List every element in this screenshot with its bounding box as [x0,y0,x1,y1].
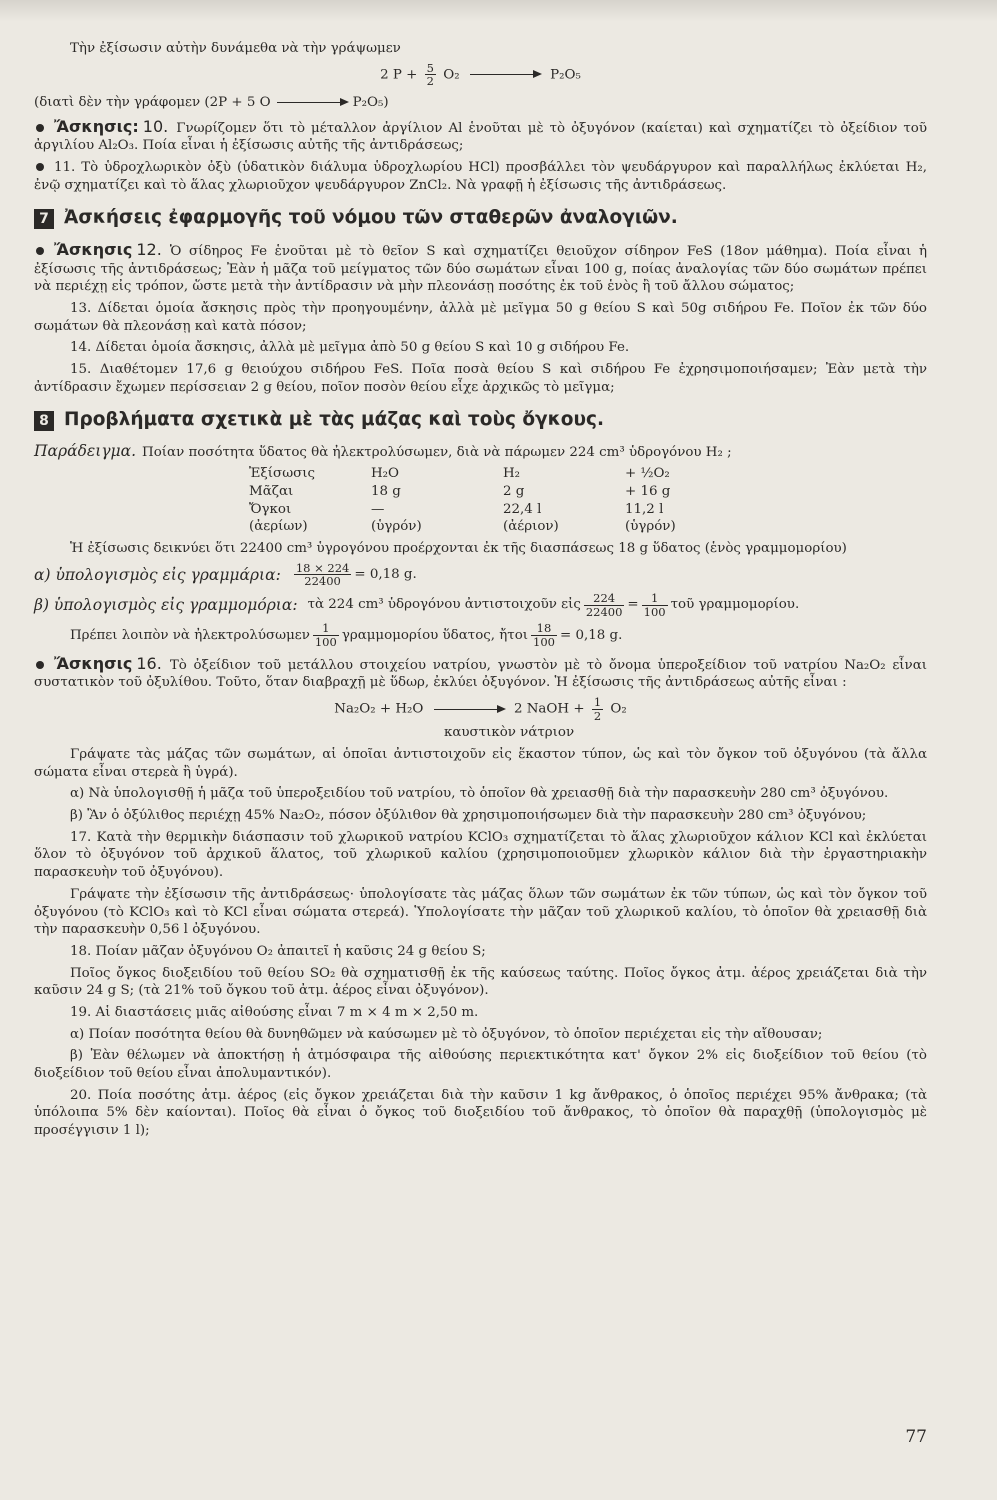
bullet-icon [36,163,44,171]
equation-p2o5: 2 P + $\frac{5}{2}$ O₂ P₂O₅ [380,60,581,89]
exercise-15: 15. Διαθέτομεν 17,6 g θειούχου σιδήρου FeS. Ποῖα ποσὰ θείου S καὶ σιδήρου Fe ἐχρησιμοποιήσαμεν; Ἐὰν μετὰ τὴν ἀντίδρασιν ἔχωμεν περίσσειαν 2 g θείου, ποῖον ποσὸν θείου εἶχε ἀρχικῶς τὸ μεῖγμα; [34,361,927,395]
reaction-arrow [434,709,504,710]
page-top-edge [0,0,997,22]
page-number: 77 [905,1426,927,1447]
calc-grams: α) ὑπολογισμὸς εἰς γραμμάρια: $\frac{18 \times 224}{22400}$ = 0,18 g. [34,560,417,589]
section-7-heading: 7 Ἀσκήσεις ἐφαρμογῆς τοῦ νόμου τῶν σταθερῶν ἀναλογιῶν. [34,206,927,230]
example-table: Ἐξίσωσις H₂O H₂ + ½O₂ Μᾶζαι 18 g 2 g + 16 g Ὄγκοι — 22,4 l 11,2 l (ἀερίων) (ὑγρόν) (ἀέριον) (ὑγρόν) [249,466,676,535]
equation-caption: καυστικὸν νάτριον [444,725,575,741]
fraction-224: $\frac{224}{22400}$ [585,591,623,619]
equation-na2o2: Na₂O₂ + H₂O 2 NaOH + $\frac{1}{2}$ O₂ [334,695,627,723]
bullet-icon [36,247,44,255]
exercise-16: Ἄσκησις 16. Τὸ ὀξείδιον τοῦ μετάλλου στοιχείου νατρίου, γνωστὸν μὲ τὸ ὄνομα ὑπεροξείδιον τοῦ νατρίου Na₂O₂ εἶναι συστατικὸν τοῦ ὀξυλίθου. Τοῦτο, ὅταν διαβραχῇ μὲ ὕδωρ, ἐκλύει ὀξυγόνον. Ἡ ἐξίσωσις τῆς ἀντιδράσεως αὐτῆς εἶναι : [34,653,927,691]
fraction-1-2: $\frac{1}{2}$ [593,695,602,723]
reaction-arrow [277,102,347,103]
exercise-19-p3: β) Ἐὰν θέλωμεν νὰ ἀποκτήσῃ ἡ ἀτμόσφαιρα τῆς αἰθούσης περιεκτικότητα κατ' ὄγκον 2% εἰς διοξείδιον τοῦ θείου (τὸ διοξείδιον τοῦ θείου εἶναι ἀπολυμαντικόν). [34,1048,927,1082]
exercise-17-p2: Γράψατε τὴν ἐξίσωσιν τῆς ἀντιδράσεως· ὑπολογίσατε τὰς μάζας ὅλων τῶν σωμάτων ἐκ τῶν τύπων, ὡς καὶ τὸν ὄγκον τοῦ ὀξυγόνου (τὸ KClO₃ καὶ τὸ KCl εἶναι σώματα στερεά). Ὑπολογίσατε τὴν μᾶζαν τοῦ χλωρικοῦ καλίου, τὸ ὁποῖον θὰ χρειασθῇ διὰ τὴν παρασκευὴν 0,56 l ὀξυγόνου. [34,886,927,938]
exercise-16-p3: β) Ἂν ὁ ὀξύλιθος περιέχῃ 45% Na₂O₂, πόσον ὀξύλιθον θὰ χρησιμοποιήσωμεν διὰ τὴν παρασκευὴν 280 cm³ ὀξυγόνου; [70,808,867,824]
fraction-1-100: $\frac{1}{100}$ [643,591,666,619]
calc-conclusion: Πρέπει λοιπὸν νὰ ἠλεκτρολύσωμεν $\frac{1}{100}$ γραμμομορίου ὕδατος, ἤτοι $\frac{18}{100}$ = 0,18 g. [70,621,623,650]
exercise-13: 13. Δίδεται ὁμοία ἄσκησις πρὸς τὴν προηγουμένην, ἀλλὰ μὲ μεῖγμα 50 g θείου S καὶ 50g σιδήρου Fe. Ποῖον ἐκ τῶν δύο σωμάτων θὰ πλεονάσῃ καὶ κατὰ πόσον; [34,300,927,334]
calc-moles: β) ὑπολογισμὸς εἰς γραμμομόρια: τὰ 224 cm³ ὑδρογόνου ἀντιστοιχοῦν εἰς $\frac{224}{22400}$ = $\frac{1}{100}$ τοῦ γραμμομορίου. [34,591,800,619]
exercise-20: 20. Ποία ποσότης ἀτμ. ἀέρος (εἰς ὄγκον χρειάζεται διὰ τὴν καῦσιν 1 kg ἄνθρακος, ὁ ὁποῖος περιέχει 95% ἄνθρακα; (τὰ ὑπόλοιπα 5% δὲν καίονται). Ποῖος θὰ εἶναι ὁ ὄγκος τοῦ διοξειδίου τοῦ ἄνθρακος, τὸ ὁποῖον θὰ παραχθῇ (ὑπολογισμὸς μὲ προσέγγισιν 1 l); [34,1087,927,1139]
exercise-18-p2: Ποῖος ὄγκος διοξειδίου τοῦ θείου SO₂ θὰ σχηματισθῇ ἐκ τῆς καύσεως ταύτης. Ποῖος ὄγκος ἀτμ. ἀέρος χρειάζεται διὰ τὴν καῦσιν 24 g S; (τὰ 21% τοῦ ὄγκου τοῦ ἀτμ. ἀέρος εἶναι ὀξυγόνον). [34,965,927,999]
exercise-10: Ἄσκησις: 10. Γνωρίζομεν ὅτι τὸ μέταλλον ἀργίλιον Al ἑνοῦται μὲ τὸ ὀξυγόνον (καίεται) καὶ σχηματίζει τὸ ὀξείδιον τοῦ ἀργιλίου Al₂O₃. Ποία εἶναι ἡ ἐξίσωσις αὐτῆς τῆς ἀντιδράσεως; [34,116,927,154]
exercise-11: 11. Τὸ ὑδροχλωρικὸν ὀξὺ (ὑδατικὸν διάλυμα ὑδροχλωρίου HCl) προσβάλλει τὸν ψευδάργυρον καὶ παραλλήλως ἐκλύεται H₂, ἐνῷ σχηματίζει καὶ τὸ ἅλας χλωριοῦχον ψευδάργυρον ZnCl₂. Νὰ γραφῇ ἡ ἐξίσωσις τῆς ἀντιδράσεως. [34,160,927,193]
exercise-19-p2: α) Ποίαν ποσότητα θείου θὰ δυνηθῶμεν νὰ καύσωμεν μὲ τὸ ὀξυγόνον, τὸ ὁποῖον περιέχεται εἰς τὴν αἴθουσαν; [70,1026,823,1042]
exercise-16-p2: α) Νὰ ὑπολογισθῇ ἡ μᾶζα τοῦ ὑπεροξειδίου τοῦ νατρίου, τὸ ὁποῖον θὰ χρειασθῇ διὰ τὴν παρασκευὴν 280 cm³ ὀξυγόνου. [70,786,889,802]
exercise-16-p1: Γράψατε τὰς μάζας τῶν σωμάτων, αἱ ὁποῖαι ἀντιστοιχοῦν εἰς ἕκαστον τύπον, ὡς καὶ τὸν ὄγκον τοῦ ὀξυγόνου (τὰ ἄλλα σώματα εἶναι στερεὰ ἢ ὑγρά). [34,747,927,780]
section-8-heading: 8 Προβλήματα σχετικὰ μὲ τὰς μάζας καὶ τοὺς ὄγκους. [34,408,927,432]
exercise-17-p1: 17. Κατὰ τὴν θερμικὴν διάσπασιν τοῦ χλωρικοῦ νατρίου KClO₃ σχηματίζεται τὸ ἅλας χλωριοῦχον κάλιον KCl καὶ ἐκλύεται ὅλον τὸ ὀξυγόνον τοῦ ἀρχικοῦ ἅλατος, τοῦ χλωρικοῦ καλίου (χρησιμοποιοῦμεν χλωρικὸν κάλιον διὰ τὴν ἐργαστηριακὴν παρασκευὴν τοῦ ὀξυγόνου). [34,829,927,881]
exercise-19-p1: 19. Αἱ διαστάσεις μιᾶς αἰθούσης εἶναι 7 m × 4 m × 2,50 m. [70,1004,479,1020]
reaction-arrow [470,74,540,75]
example-explanation: Ἡ ἐξίσωσις δεικνύει ὅτι 22400 cm³ ὑγρογόνου προέρχονται ἐκ τῆς διασπάσεως 18 g ὕδατος (ἑνὸς γραμμομορίου) [70,541,847,557]
example-intro: Παράδειγμα. Ποίαν ποσότητα ὕδατος θὰ ἠλεκτρολύσωμεν, διὰ νὰ πάρωμεν 224 cm³ ὑδρογόνου H₂ ; [34,441,732,460]
exercise-12: Ἄσκησις 12. Ὁ σίδηρος Fe ἑνοῦται μὲ τὸ θεῖον S καὶ σχηματίζει θειοῦχον σίδηρον FeS (18ον μάθημα). Ποία εἶναι ἡ ἐξίσωσις τῆς ἀντιδράσεως; Ἐὰν ἡ μᾶζα τοῦ μείγματος τῶν δύο σωμάτων εἶναι 100 g, ποίας ἀναλογίας τῶν δύο σωμάτων πρέπει νὰ περιέχῃ εἰς τρόπον, ὥστε μετὰ τὴν ἀντίδρασιν νὰ μὴν πλεονάσῃ ποσότης ἐκ τοῦ ἑνὸς ἢ τοῦ ἄλλου σώματος; [34,239,927,295]
bullet-icon [36,124,44,132]
section-number-7: 7 [34,209,54,229]
exercise-18-p1: 18. Ποίαν μᾶζαν ὀξυγόνου O₂ ἀπαιτεῖ ἡ καῦσις 24 g θείου S; [70,943,486,959]
section-number-8: 8 [34,411,54,431]
bullet-icon [36,661,44,669]
exercise-14: 14. Δίδεται ὁμοία ἄσκησις, ἀλλὰ μὲ μεῖγμα ἀπὸ 50 g θείου S καὶ 10 g σιδήρου Fe. [70,340,630,356]
fraction-5-2: $\frac{5}{2}$ [426,60,434,89]
fraction-18-100: $\frac{18}{100}$ [533,621,555,650]
fraction-must: $\frac{1}{100}$ [314,621,337,650]
fraction-grams: $\frac{18 \times 224}{22400}$ [295,560,350,589]
intro-note: (διατὶ δὲν τὴν γράφομεν (2P + 5 O P₂O₅) [34,94,389,110]
intro-line: Τὴν ἐξίσωσιν αὐτὴν δυνάμεθα νὰ τὴν γράψωμεν [70,41,401,56]
